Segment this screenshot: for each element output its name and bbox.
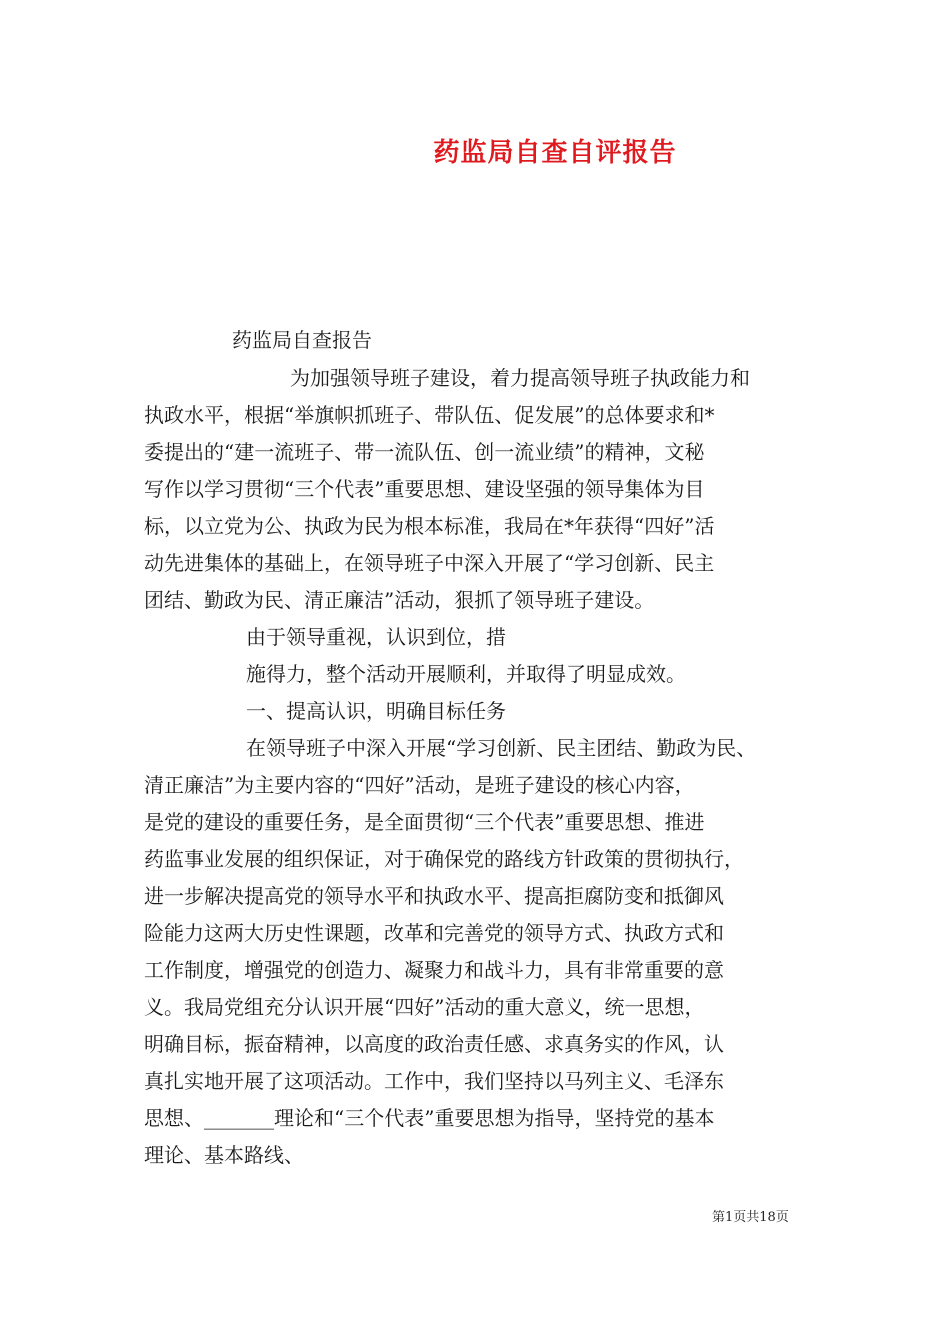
paragraph-line: 写作以学习贯彻“三个代表”重要思想、建设坚强的领导集体为目 xyxy=(144,477,705,501)
page-footer: 第1页共18页 xyxy=(712,1210,789,1225)
paragraph-line: 委提出的“建一流班子、带一流队伍、创一流业绩”的精神，文秘 xyxy=(144,440,705,464)
paragraph-line: 施得力，整个活动开展顺利，并取得了明显成效。 xyxy=(246,662,686,686)
paragraph-line: 明确目标，振奋精神，以高度的政治责任感、求真务实的作风，认 xyxy=(144,1032,724,1056)
paragraph-line: 进一步解决提高党的领导水平和执政水平、提高拒腐防变和抵御风 xyxy=(144,884,724,908)
paragraph-line: 由于领导重视，认识到位，措 xyxy=(246,625,506,649)
paragraph-line: 清正廉洁”为主要内容的“四好”活动，是班子建设的核心内容， xyxy=(144,773,695,797)
paragraph-line: 动先进集体的基础上，在领导班子中深入开展了“学习创新、民主 xyxy=(144,551,715,575)
paragraph-line: 药监事业发展的组织保证，对于确保党的路线方针政策的贯彻执行， xyxy=(144,847,744,871)
paragraph-line: 执政水平，根据“举旗帜抓班子、带队伍、促发展”的总体要求和* xyxy=(144,403,715,427)
paragraph-line: 标，以立党为公、执政为民为根本标准，我局在*年获得“四好”活 xyxy=(144,514,715,538)
paragraph-line: 是党的建设的重要任务，是全面贯彻“三个代表”重要思想、推进 xyxy=(144,810,705,834)
paragraph-line: 团结、勤政为民、清正廉洁”活动，狠抓了领导班子建设。 xyxy=(144,588,655,612)
paragraph-line: 为加强领导班子建设，着力提高领导班子执政能力和 xyxy=(290,366,750,390)
paragraph-line: 思想、_______理论和“三个代表”重要思想为指导，坚持党的基本 xyxy=(144,1106,715,1130)
section-heading: 一、提高认识，明确目标任务 xyxy=(246,699,506,723)
subheading: 药监局自查报告 xyxy=(232,328,372,352)
paragraph-line: 险能力这两大历史性课题，改革和完善党的领导方式、执政方式和 xyxy=(144,921,724,945)
paragraph-line: 义。我局党组充分认识开展“四好”活动的重大意义，统一思想， xyxy=(144,995,705,1019)
paragraph-line: 真扎实地开展了这项活动。工作中，我们坚持以马列主义、毛泽东 xyxy=(144,1069,724,1093)
paragraph-line: 在领导班子中深入开展“学习创新、民主团结、勤政为民、 xyxy=(246,736,757,760)
paragraph-line: 理论、基本路线、 xyxy=(144,1143,304,1167)
document-title: 药监局自查自评报告 xyxy=(433,138,677,168)
paragraph-line: 工作制度，增强党的创造力、凝聚力和战斗力，具有非常重要的意 xyxy=(144,958,724,982)
